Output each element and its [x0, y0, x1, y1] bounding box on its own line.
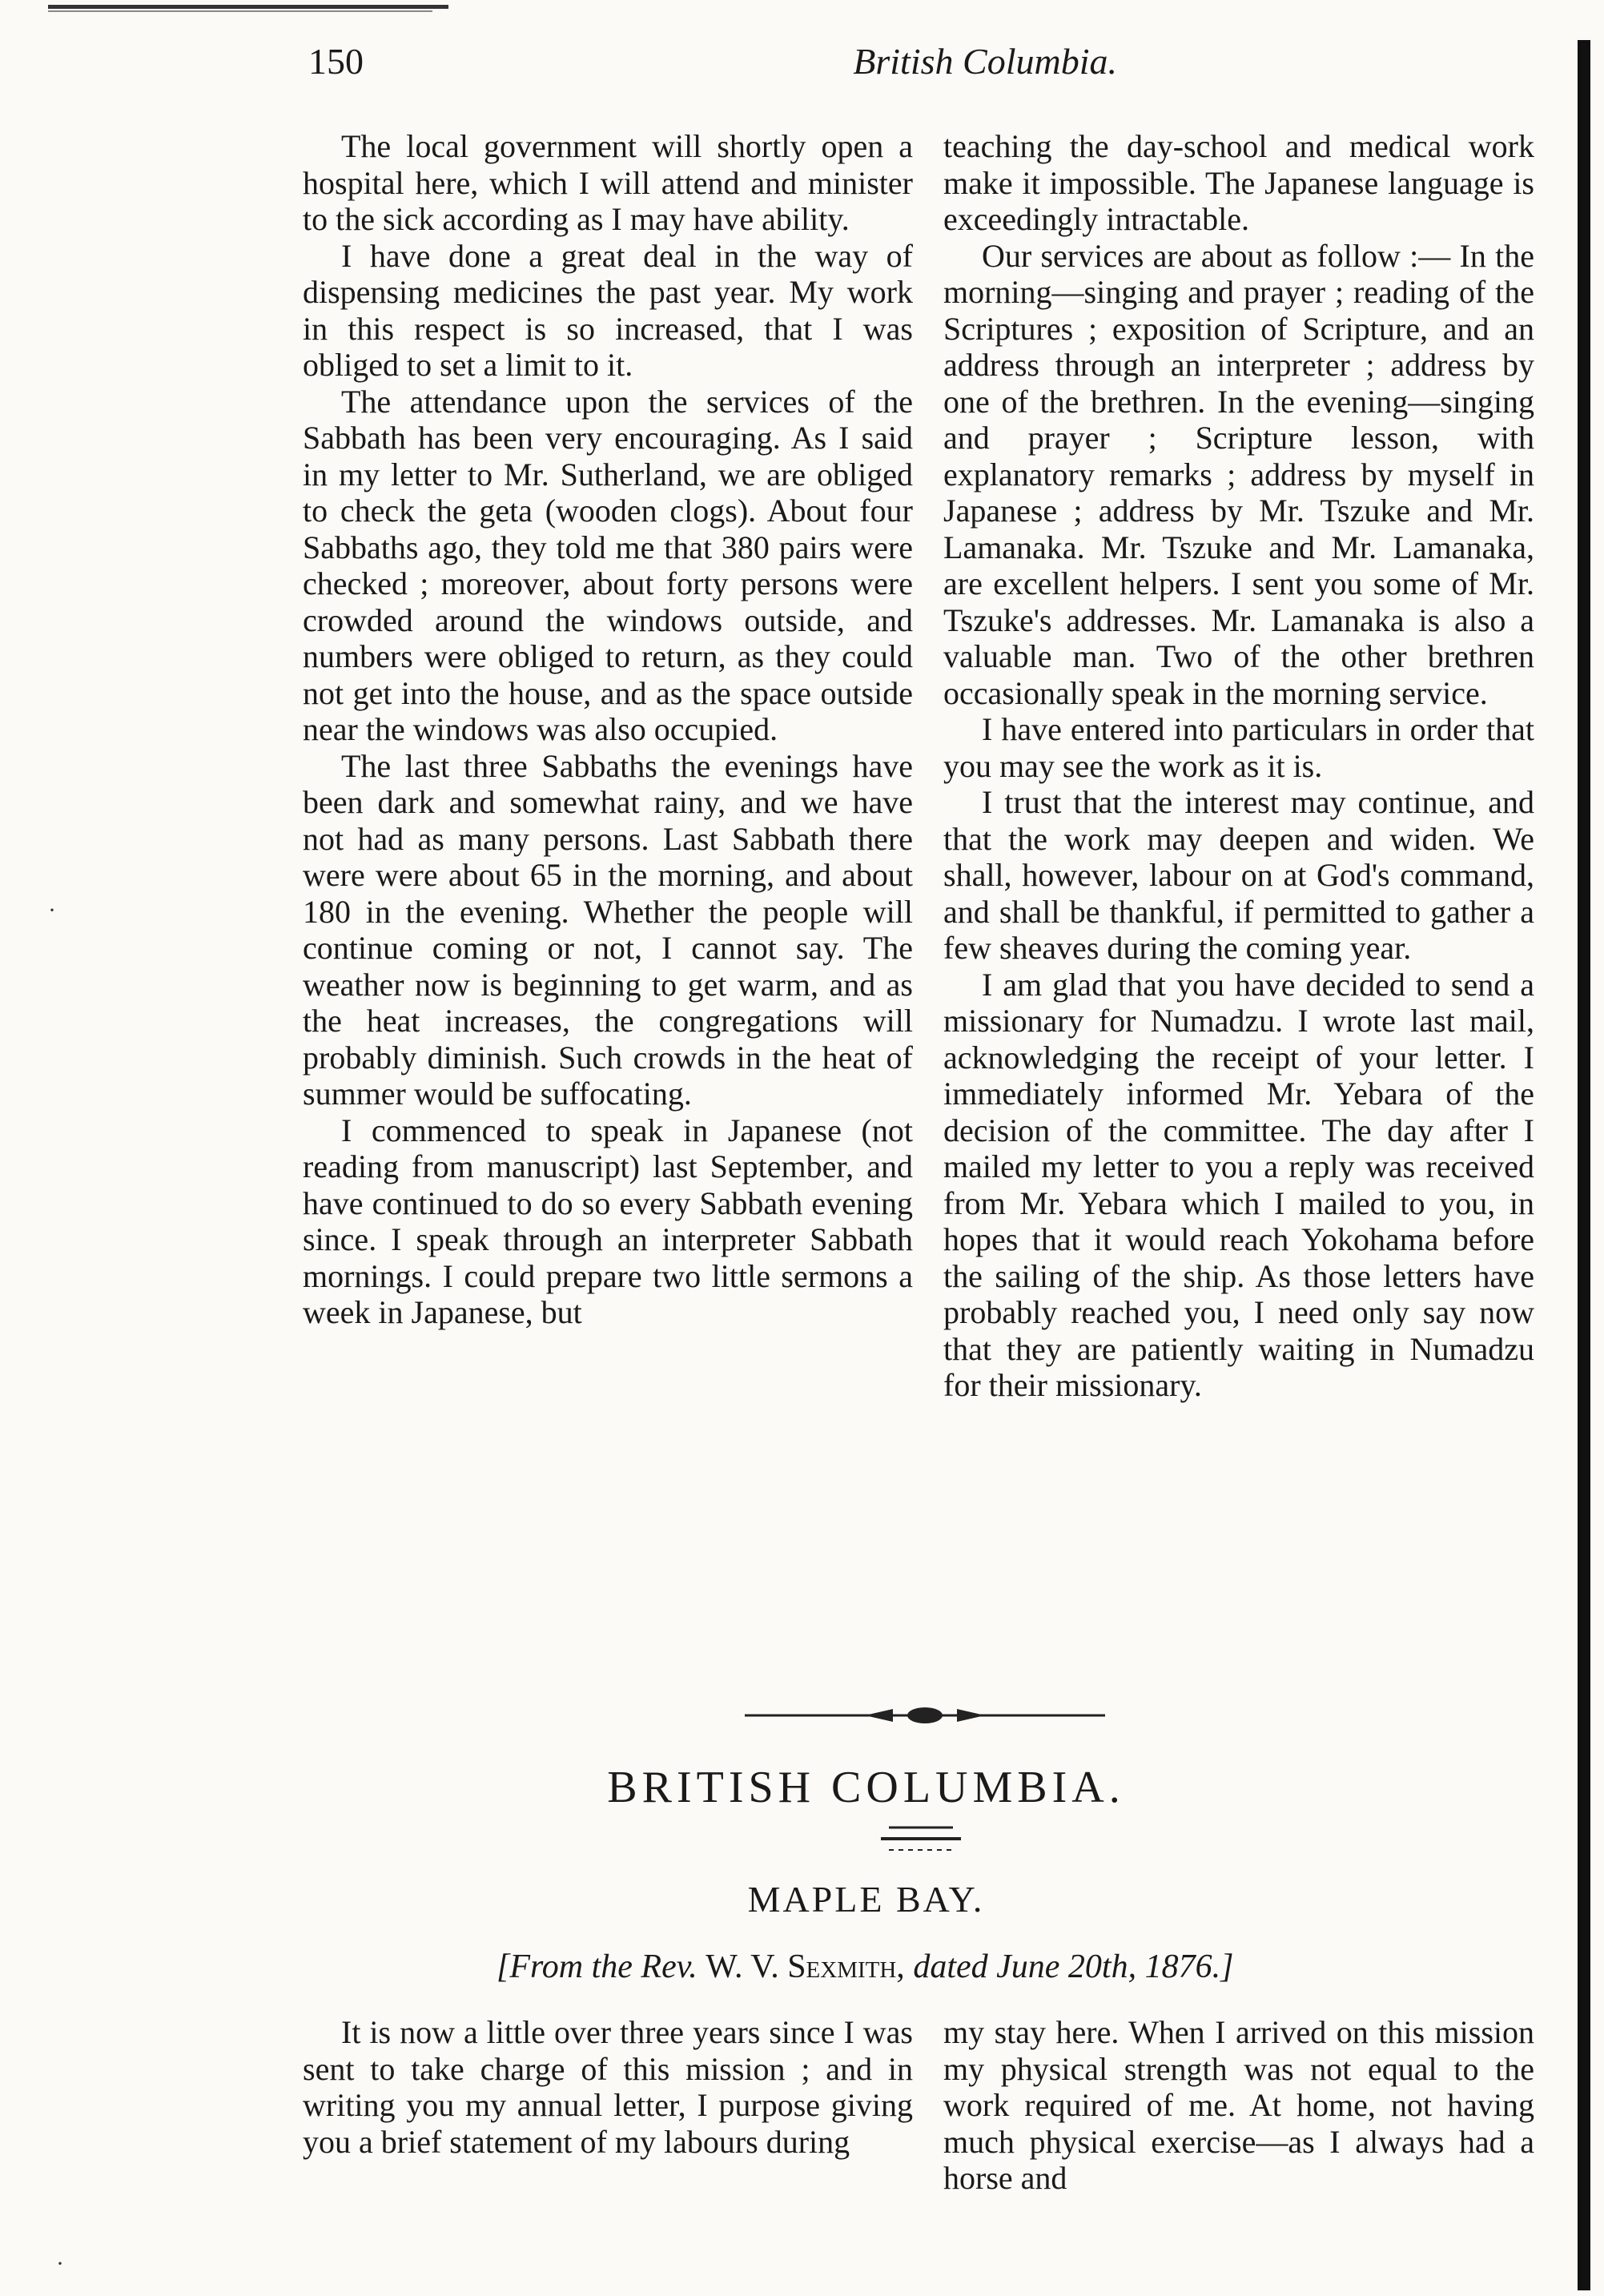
- byline-author: W. V. Sexmith,: [706, 1948, 905, 1985]
- paragraph: I commenced to speak in Japanese (not reading from manuscript) last September, and have continued to do so every Sabbath evening since. I speak through an interpreter Sabbath mornings. I could prepare two little sermons a week in Japanese, but: [303, 1112, 913, 1330]
- page-number: 150: [308, 41, 364, 82]
- small-ornament: [873, 1820, 969, 1860]
- byline: [496, 1948, 1538, 1986]
- running-head: [308, 40, 1117, 96]
- right-column-top: [943, 128, 1534, 1404]
- paragraph: It is now a little over three years since I was sent to take charge of this mission ; and in writing you my annual letter, I purpose giving you a brief statement of my labours during: [303, 2014, 913, 2160]
- left-column-top: [303, 128, 913, 1331]
- paragraph-continuation: my stay here. When I arrived on this mission my physical strength was not equal to the work required of me. At home, not having much physical exercise—as I always had a horse and: [943, 2014, 1534, 2196]
- paragraph: The local government will shortly open a hospital here, which I will attend and minister to the sick according as I may have ability.: [303, 128, 913, 237]
- margin-speck: ·: [56, 2250, 64, 2277]
- page-edge-shadow: [1578, 40, 1590, 2290]
- paragraph: The attendance upon the services of the Sabbath has been very encouraging. As I said in my letter to Mr. Sutherland, we are obliged to check the geta (wooden clogs). About four Sabbaths ago, they told me that 380 pairs were checked ; moreover, about forty persons were crowded around the windows outside, and numbers were obliged to return, as they could not get into the house, and as the space outside near the windows was also occupied.: [303, 383, 913, 747]
- paragraph: I trust that the interest may continue, and that the work may deepen and widen. We shall, however, labour on at God's command, and shall be thankful, if permitted to gather a few sheaves during the coming year.: [943, 784, 1534, 966]
- paragraph: I have entered into particulars in order that you may see the work as it is.: [943, 711, 1534, 784]
- running-title: British Columbia.: [853, 41, 1117, 82]
- section-title: BRITISH COLUMBIA.: [607, 1763, 1125, 1812]
- paragraph-continuation: teaching the day-school and medical work make it impossible. The Japanese language is exceedingly intractable.: [943, 128, 1534, 237]
- paragraph: The last three Sabbaths the evenings have been dark and somewhat rainy, and we have not had as many persons. Last Sabbath there were were about 65 in the morning, and about 180 in the evening. Whether the people will continue coming or not, I cannot say. The weather now is beginning to get warm, and as the heat increases, the congregations will probably diminish. Such crowds in the heat of summer would be suffocating.: [303, 747, 913, 1112]
- byline-prefix: [From the Rev.: [496, 1948, 697, 1985]
- right-column-bottom: [943, 2014, 1534, 2197]
- subsection-title: MAPLE BAY.: [747, 1879, 985, 1920]
- left-column-bottom: [303, 2014, 913, 2160]
- paragraph: I have done a great deal in the way of dispensing medicines the past year. My work in this respect is so increased, that I was obliged to set a limit to it.: [303, 237, 913, 383]
- margin-speck: ·: [48, 897, 56, 923]
- ornament-divider: [745, 1706, 1105, 1725]
- byline-date: dated June 20th, 1876.]: [913, 1948, 1234, 1985]
- scan-artifact-line-thin: [48, 10, 432, 12]
- paragraph: I am glad that you have decided to send a missionary for Numadzu. I wrote last mail, acknowledging the receipt of your letter. I immediately informed Mr. Yebara of the decision of the committee. The day after I mailed my letter to you a reply was received from Mr. Yebara which I mailed to you, in hopes that it would reach Yokohama before the sailing of the ship. As those letters have probably reached you, I need only say now that they are patiently waiting in Numadzu for their missionary.: [943, 966, 1534, 1403]
- scan-artifact-line: [48, 5, 448, 9]
- paragraph: Our services are about as follow :— In the morning—singing and prayer ; reading of the Scriptures ; exposition of Scripture, and an address through an interpreter ; address by one of the brethren. In the evening—singing and prayer ; Scripture lesson, with explanatory remarks ; address by myself in Japanese ; address by Mr. Tszuke and Mr. Lamanaka. Mr. Tszuke and Mr. Lamanaka, are excellent helpers. I sent you some of Mr. Tszuke's addresses. Mr. Lamanaka is also a valuable man. Two of the other brethren occasionally speak in the morning service.: [943, 237, 1534, 711]
